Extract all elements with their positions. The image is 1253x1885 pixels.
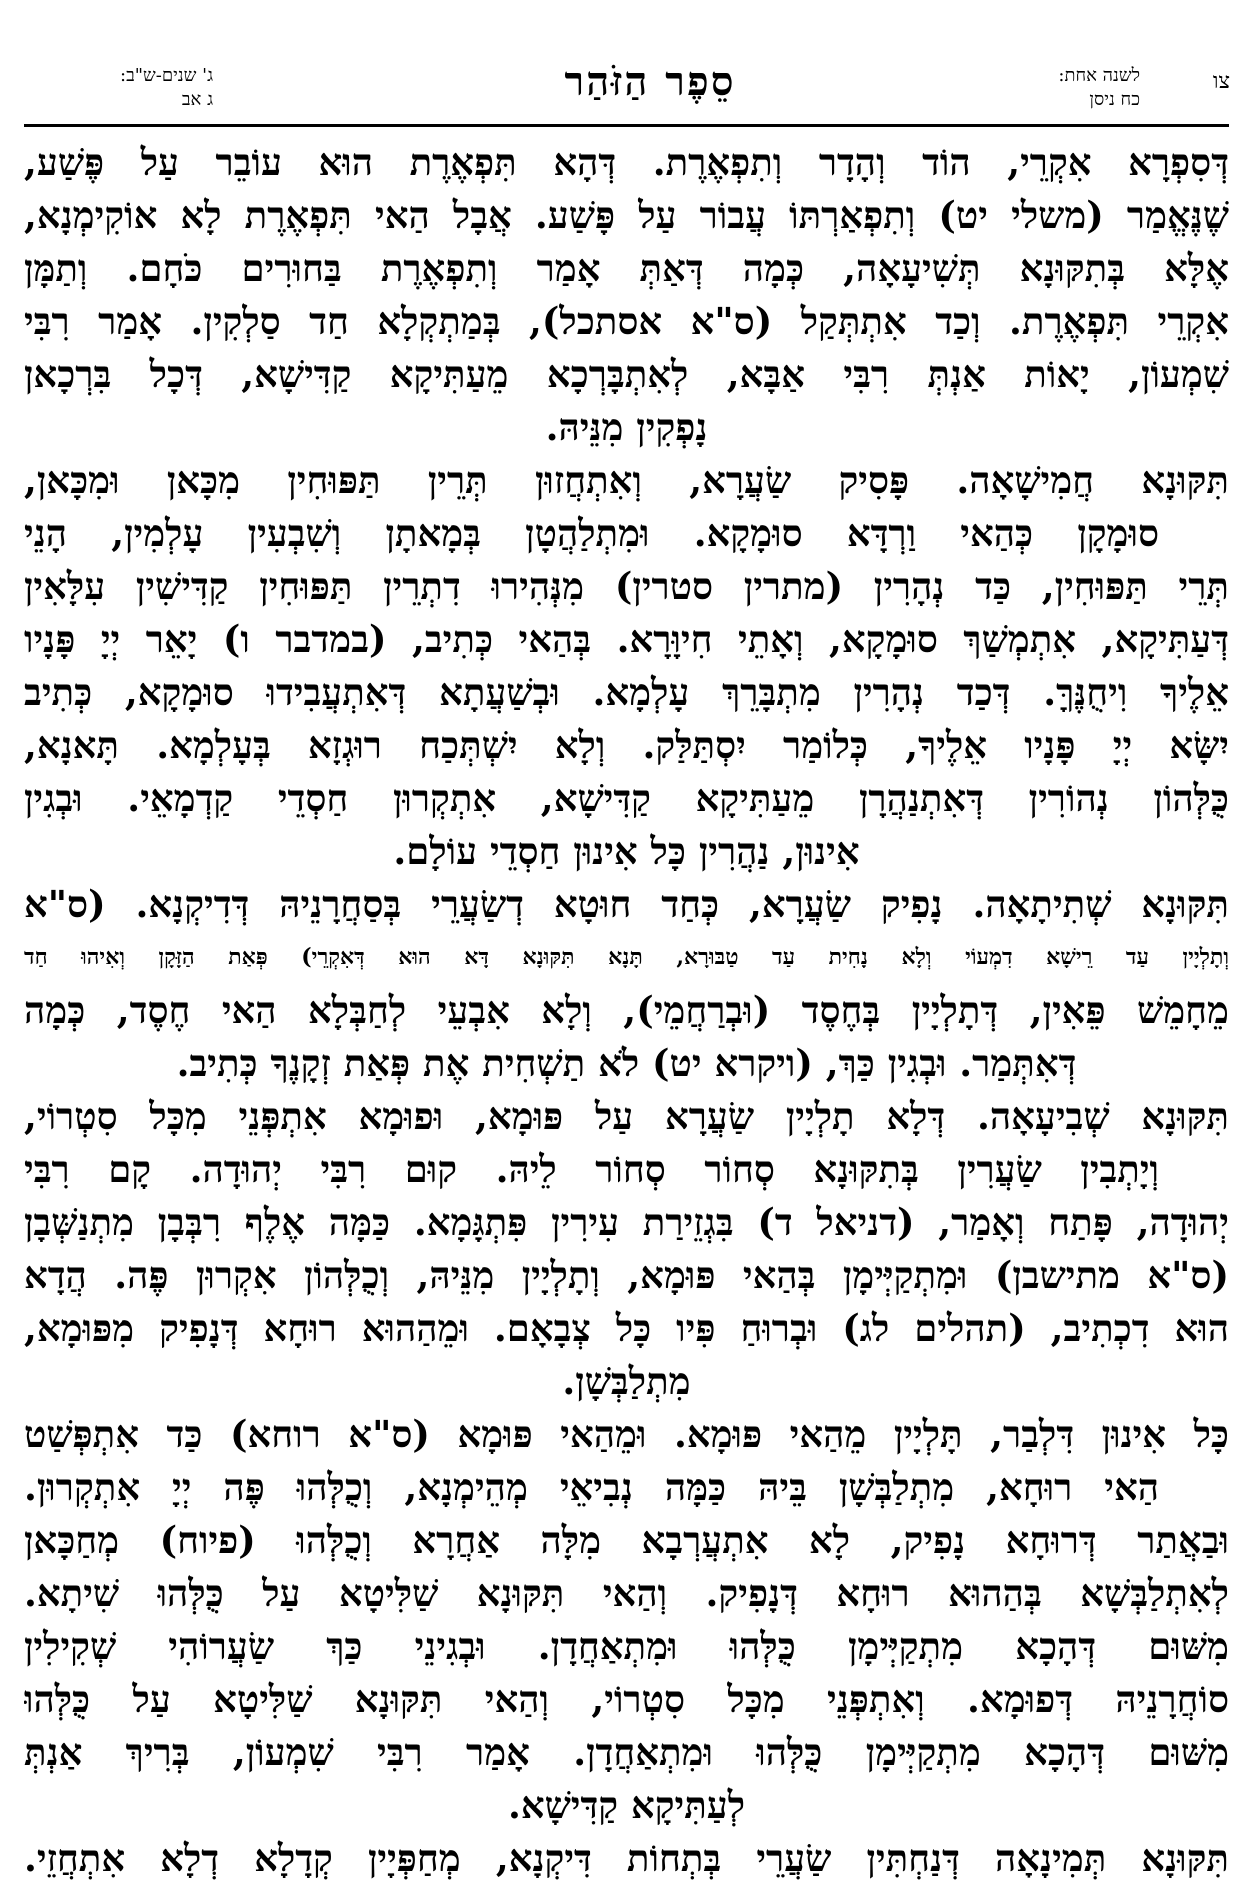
text-line: אֵלֶיךָ וִיחֻנֶּךָּ. דְּכַד נְהָרִין מִתְבָּרֵךְ עָלְמָא. וּבְשַׁעֲתָא דְּאִתְעֲבִידוּ סוּמָקָא, כְּתִיב	[24, 670, 1229, 714]
schedule-date: ג אב	[181, 89, 214, 110]
text-body	[24, 136, 1229, 1885]
text-line: תְּרֵי תַּפּוּחִין, כַּד נְהָרִין (מתרין סטרין) מִנְּהִירוּ דִתְרֵין תַּפּוּחִין קַדִּישִׁין עִלָּאִין	[24, 564, 1229, 608]
text-line: מִשּׁוּם דְּהָכָא מִתְקַיְּימָן כֻּלְּהוּ וּמִתְאַחֲדָן. וּבְגִינֵי כַּךְ שַׂעֲרוֹהִי שְׁקִילִין	[24, 1624, 1229, 1668]
paragraph	[24, 1832, 1229, 1885]
page-number: צו	[1212, 69, 1230, 94]
text-line: אֶלָּא בְּתִקּוּנָא תְּשִׁיעָאָה, כְּמָה דְּאַתְּ אָמַר וְתִפְאֶרֶת בַּחוּרִים כֹּחָם. וְתַמָּן	[24, 246, 1229, 290]
text-line: תִּקּוּנָא חֲמִישָׁאָה. פָּסִיק שַׂעֲרָא, וְאִתְחֲזוּן תְּרֵין תַּפּוּחִין מִכָּאן וּמִכָּאן,	[24, 458, 1229, 502]
text-line: הוּא דִכְתִיב, (תהלים לג) וּבְרוּחַ פִּיו כָּל צְבָאָם. וּמֵהַהוּא רוּחָא דְּנָפִיק מִפּוּמָא,	[24, 1306, 1229, 1350]
text-line: אִקְרֵי תִּפְאֶרֶת. וְכַד אִתְתְּקַל (ס"א אסתכל), בְּמַתְקְלָא חַד סַלְקִין. אָמַר רִבִּי	[24, 299, 1229, 343]
text-line: תִּקּוּנָא שְׁבִיעָאָה. דְּלָא תָלְיָין שַׂעֲרָא עַל פּוּמָא, וּפוּמָא אִתְפְּנֵי מִכָּל סִטְרוֹי,	[24, 1094, 1229, 1138]
text-line: לְעַתִּיקָא קַדִּישָׁא.	[507, 1783, 746, 1827]
text-line: אִינוּן, נַהֲרִין כָּל אִינוּן חַסְדֵי עוֹלָם.	[393, 829, 860, 873]
schedule-label: לשנה אחת:	[1058, 65, 1140, 86]
text-line: יְהוּדָה, פָּתַח וְאָמַר, (דניאל ד) בִּגְזֵירַת עִירִין פִּתְגָּמָא. כַּמָּה אֶלֶף רִבְּבָן מִתְנַשְּׁבָן	[24, 1200, 1229, 1244]
paragraph	[24, 1090, 1229, 1408]
reading-schedule-three-year	[120, 64, 213, 112]
text-line: דְּאִתְּמַר. וּבְגִין כַּךְ, (ויקרא יט) לֹא תַשְׁחִית אֶת פְּאַת זְקָנֶךָ כְּתִיב.	[176, 1041, 1077, 1085]
text-line: וּבַאֲתַר דְּרוּחָא נָפִיק, לָא אִתְעֲרְבָא מִלָּה אַחֲרָא וְכֻלְּהוּ (פיוח) מְחַכָּאן	[24, 1518, 1229, 1562]
text-line: סוֹחֲרָנֵיהּ דְּפוּמָא. וְאִתְפְּנֵי מִכָּל סִטְרוֹי, וְהַאי תִּקּוּנָא שַׁלִּיטָא עַל כֻּלְּהוּ	[24, 1677, 1229, 1721]
running-header	[120, 58, 1230, 128]
text-line: מֵחָמֵשׁ פֵּאִין, דְּתָלְיָין בְּחֶסֶד (וּבְרַחֲמֵי), וְלָא אִבְעֵי לְחַבְּלָא הַאי חֶסֶד, כְּמָה	[24, 988, 1229, 1032]
text-line: כָּל אִינוּן דִּלְבַר, תָּלְיָין מֵהַאי פּוּמָא. וּמֵהַאי פּוּמָא (ס"א רוחא) כַּד אִתְפְּשַׁט	[24, 1412, 1229, 1456]
text-line: הַאי רוּחָא, מִתְלַבְּשָׁן בֵּיהּ כַּמָּה נְבִיאֵי מְהֵימְנָא, וְכֻלְּהוּ פֶּה יְיָ אִתְקְרוּן.	[24, 1465, 1159, 1509]
text-line: נָפְקִין מִנֵּיהּ.	[545, 405, 708, 449]
text-line: תִּקּוּנָא תְּמִינָאָה דְּנַחְתִּין שַׂעֲרֵי בְּתְחוֹת דִּיקְנָא, מְחַפְּיָין קְדָלָא דְלָא אִתְחֲזֵי.	[24, 1836, 1229, 1880]
text-line: דְּעַתִּיקָא, אִתְמְשַׁךְ סוּמָקָא, וְאָתֵי חִיוָּרָא. בְּהַאי כְּתִיב, (במדבר ו) יָאֵר יְיָ פָּנָיו	[24, 617, 1229, 661]
text-line: מִשּׁוּם דְּהָכָא מִתְקַיְּימָן כֻּלְּהוּ וּמִתְאַחֲדָן. אָמַר רִבִּי שִׁמְעוֹן, בְּרִיךְ אַנְתְּ	[24, 1730, 1229, 1774]
text-line: שִׁמְעוֹן, יָאוֹת אַנְתְּ רִבִּי אַבָּא, לְאִתְבָּרְכָא מֵעַתִּיקָא קַדִּישָׁא, דְּכָל בִּרְכָאן	[24, 352, 1229, 396]
paragraph	[24, 454, 1229, 878]
text-line: (ס"א מתישבן) וּמִתְקַיְּימָן בְּהַאי פּוּמָא, וְתָלְיָין מִנֵּיהּ, וְכֻלְּהוֹן אִקְרוּן פֶּה. הֲדָא	[24, 1253, 1229, 1297]
text-line: שֶׁנֶּאֱמַר (משלי יט) וְתִפְאַרְתּוֹ עֲבוֹר עַל פָּשַׁע. אֲבָל הַאי תִּפְאֶרֶת לָא אוֹקִימְנָא,	[24, 193, 1229, 237]
schedule-label: ג' שנים-ש"ב:	[120, 65, 214, 86]
text-line: וְיָתְבִין שַׂעֲרִין בְּתִקּוּנָא סְחוֹר סְחוֹר לֵיהּ. קוּם רִבִּי יְהוּדָה. קָם רִבִּי	[24, 1147, 1159, 1191]
paragraph	[24, 878, 1229, 1090]
schedule-date: כח ניסן	[1089, 89, 1140, 110]
text-line: וְתָלְיָין עַד רֵישָׁא דִמְעוֹי וְלָא נָחִית עַד טַבּוּרָא, תָּנָא תִּקּוּנָא דָּא הוּא דְּאִקְרֵי) פְּאַת הַזָּקָן וְאִיהוּ חַד	[24, 944, 1229, 970]
text-line: תִּקּוּנָא שְׁתִיתָאָה. נָפִיק שַׂעֲרָא, כְּחַד חוּטָא דְשַׂעֲרֵי בְּסַחֲרָנֵיהּ דְּדִיקְנָא. (ס"א	[24, 882, 1229, 926]
header-divider	[24, 124, 1229, 127]
text-line: לְאִתְלַבְּשָׁא בְּהַהוּא רוּחָא דְּנָפִיק. וְהַאי תִּקּוּנָא שַׁלִּיטָא עַל כֻּלְּהוּ שִׁיתָא.	[24, 1571, 1229, 1615]
book-title: סֵפֶר הַזֹּהַר	[564, 58, 736, 105]
text-line: מִתְלַבְּשָׁן.	[562, 1359, 691, 1403]
text-line: סוּמָקָן כְּהַאי וַרְדָּא סוּמָקָא. וּמִתְלַהֲטָן בְּמָאתָן וְשִׁבְעִין עָלְמִין, הָנֵי	[24, 511, 1159, 555]
text-line: כֻּלְּהוֹן נְהוֹרִין דְּאִתְנַהֲרָן מֵעַתִּיקָא קַדִּישָׁא, אִתְקְרוּן חַסְדֵי קַדְמָאֵי. וּבְגִין	[24, 776, 1229, 820]
paragraph	[24, 136, 1229, 454]
text-line: יִשָּׂא יְיָ פָּנָיו אֵלֶיךָ, כְּלוֹמַר יִסְתַּלַּק. וְלָא יִשְׁתְּכַח רוּגְזָא בְּעָלְמָא. תָּאנָא,	[24, 723, 1229, 767]
paragraph	[24, 1408, 1229, 1832]
text-line: דְּסִפְרָא אִקְרֵי, הוֹד וְהָדָר וְתִפְאֶרֶת. דְּהָא תִּפְאֶרֶת הוּא עוֹבֵר עַל פֶּשַׁע,	[24, 140, 1229, 184]
